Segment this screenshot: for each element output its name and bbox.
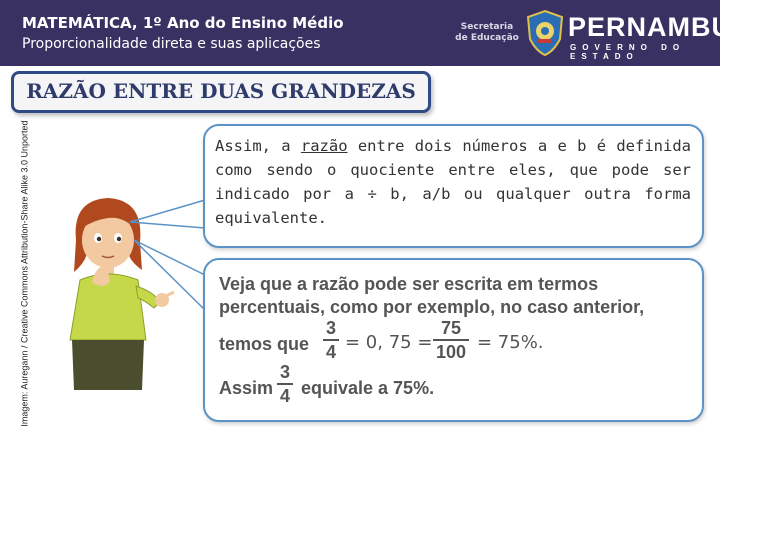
definition-text-end: entre dois números a e b é definida como sendo o quociente entre eles, que pode ser indicado por a ÷ b, a/b ou qualquer outra forma equivalente. (215, 137, 691, 227)
header-subtitle: Proporcionalidade direta e suas aplicações (22, 36, 321, 52)
definition-speech-bubble (203, 124, 704, 248)
header-bar (0, 0, 775, 66)
fraction-denominator: 4 (325, 342, 336, 362)
fraction-three-quarters (323, 318, 339, 362)
section-title: RAZÃO ENTRE DUAS GRANDEZAS (26, 79, 416, 103)
brand-sub-text: GOVERNO DO ESTADO (570, 43, 686, 61)
assim-label: Assim (219, 378, 274, 398)
fraction-bar (277, 383, 293, 385)
secretaria-label: Secretaria de Educação (455, 22, 519, 43)
equivale-text: equivale a 75%. (301, 378, 435, 398)
section-title-box (11, 71, 431, 113)
definition-text (215, 134, 691, 230)
image-credit: Imagem: Auregann / Creative Commons Attribution-Share Alike 3.0 Unported (19, 120, 30, 427)
example-speech-bubble (203, 258, 704, 422)
definition-text-start: Assim, a (215, 137, 301, 155)
equals-percent: = 75%. (477, 332, 544, 353)
fraction-bar (323, 339, 339, 341)
temos-que-label: temos que (219, 334, 310, 354)
razao-underlined: razão (300, 137, 348, 155)
example-line-1: Veja que a razão pode ser escrita em termos (219, 274, 599, 294)
brand-logo-text: PERNAMBUCO (568, 12, 775, 42)
fraction-bar (433, 339, 469, 341)
fraction-denominator: 100 (435, 342, 467, 362)
fraction-numerator: 75 (440, 318, 462, 338)
example-line-2: percentuais, como por exemplo, no caso anterior, (219, 297, 645, 317)
fraction-75-over-100 (433, 318, 469, 362)
equals-decimal: = 0, 75 = (345, 332, 433, 353)
fraction-numerator: 3 (279, 362, 290, 382)
fraction-three-quarters-2 (277, 362, 293, 406)
girl-character-illustration (58, 190, 178, 390)
fraction-denominator: 4 (279, 386, 290, 406)
header-title: MATEMÁTICA, 1º Ano do Ensino Médio (22, 14, 344, 32)
fraction-numerator: 3 (325, 318, 336, 338)
state-crest-icon (524, 9, 566, 57)
